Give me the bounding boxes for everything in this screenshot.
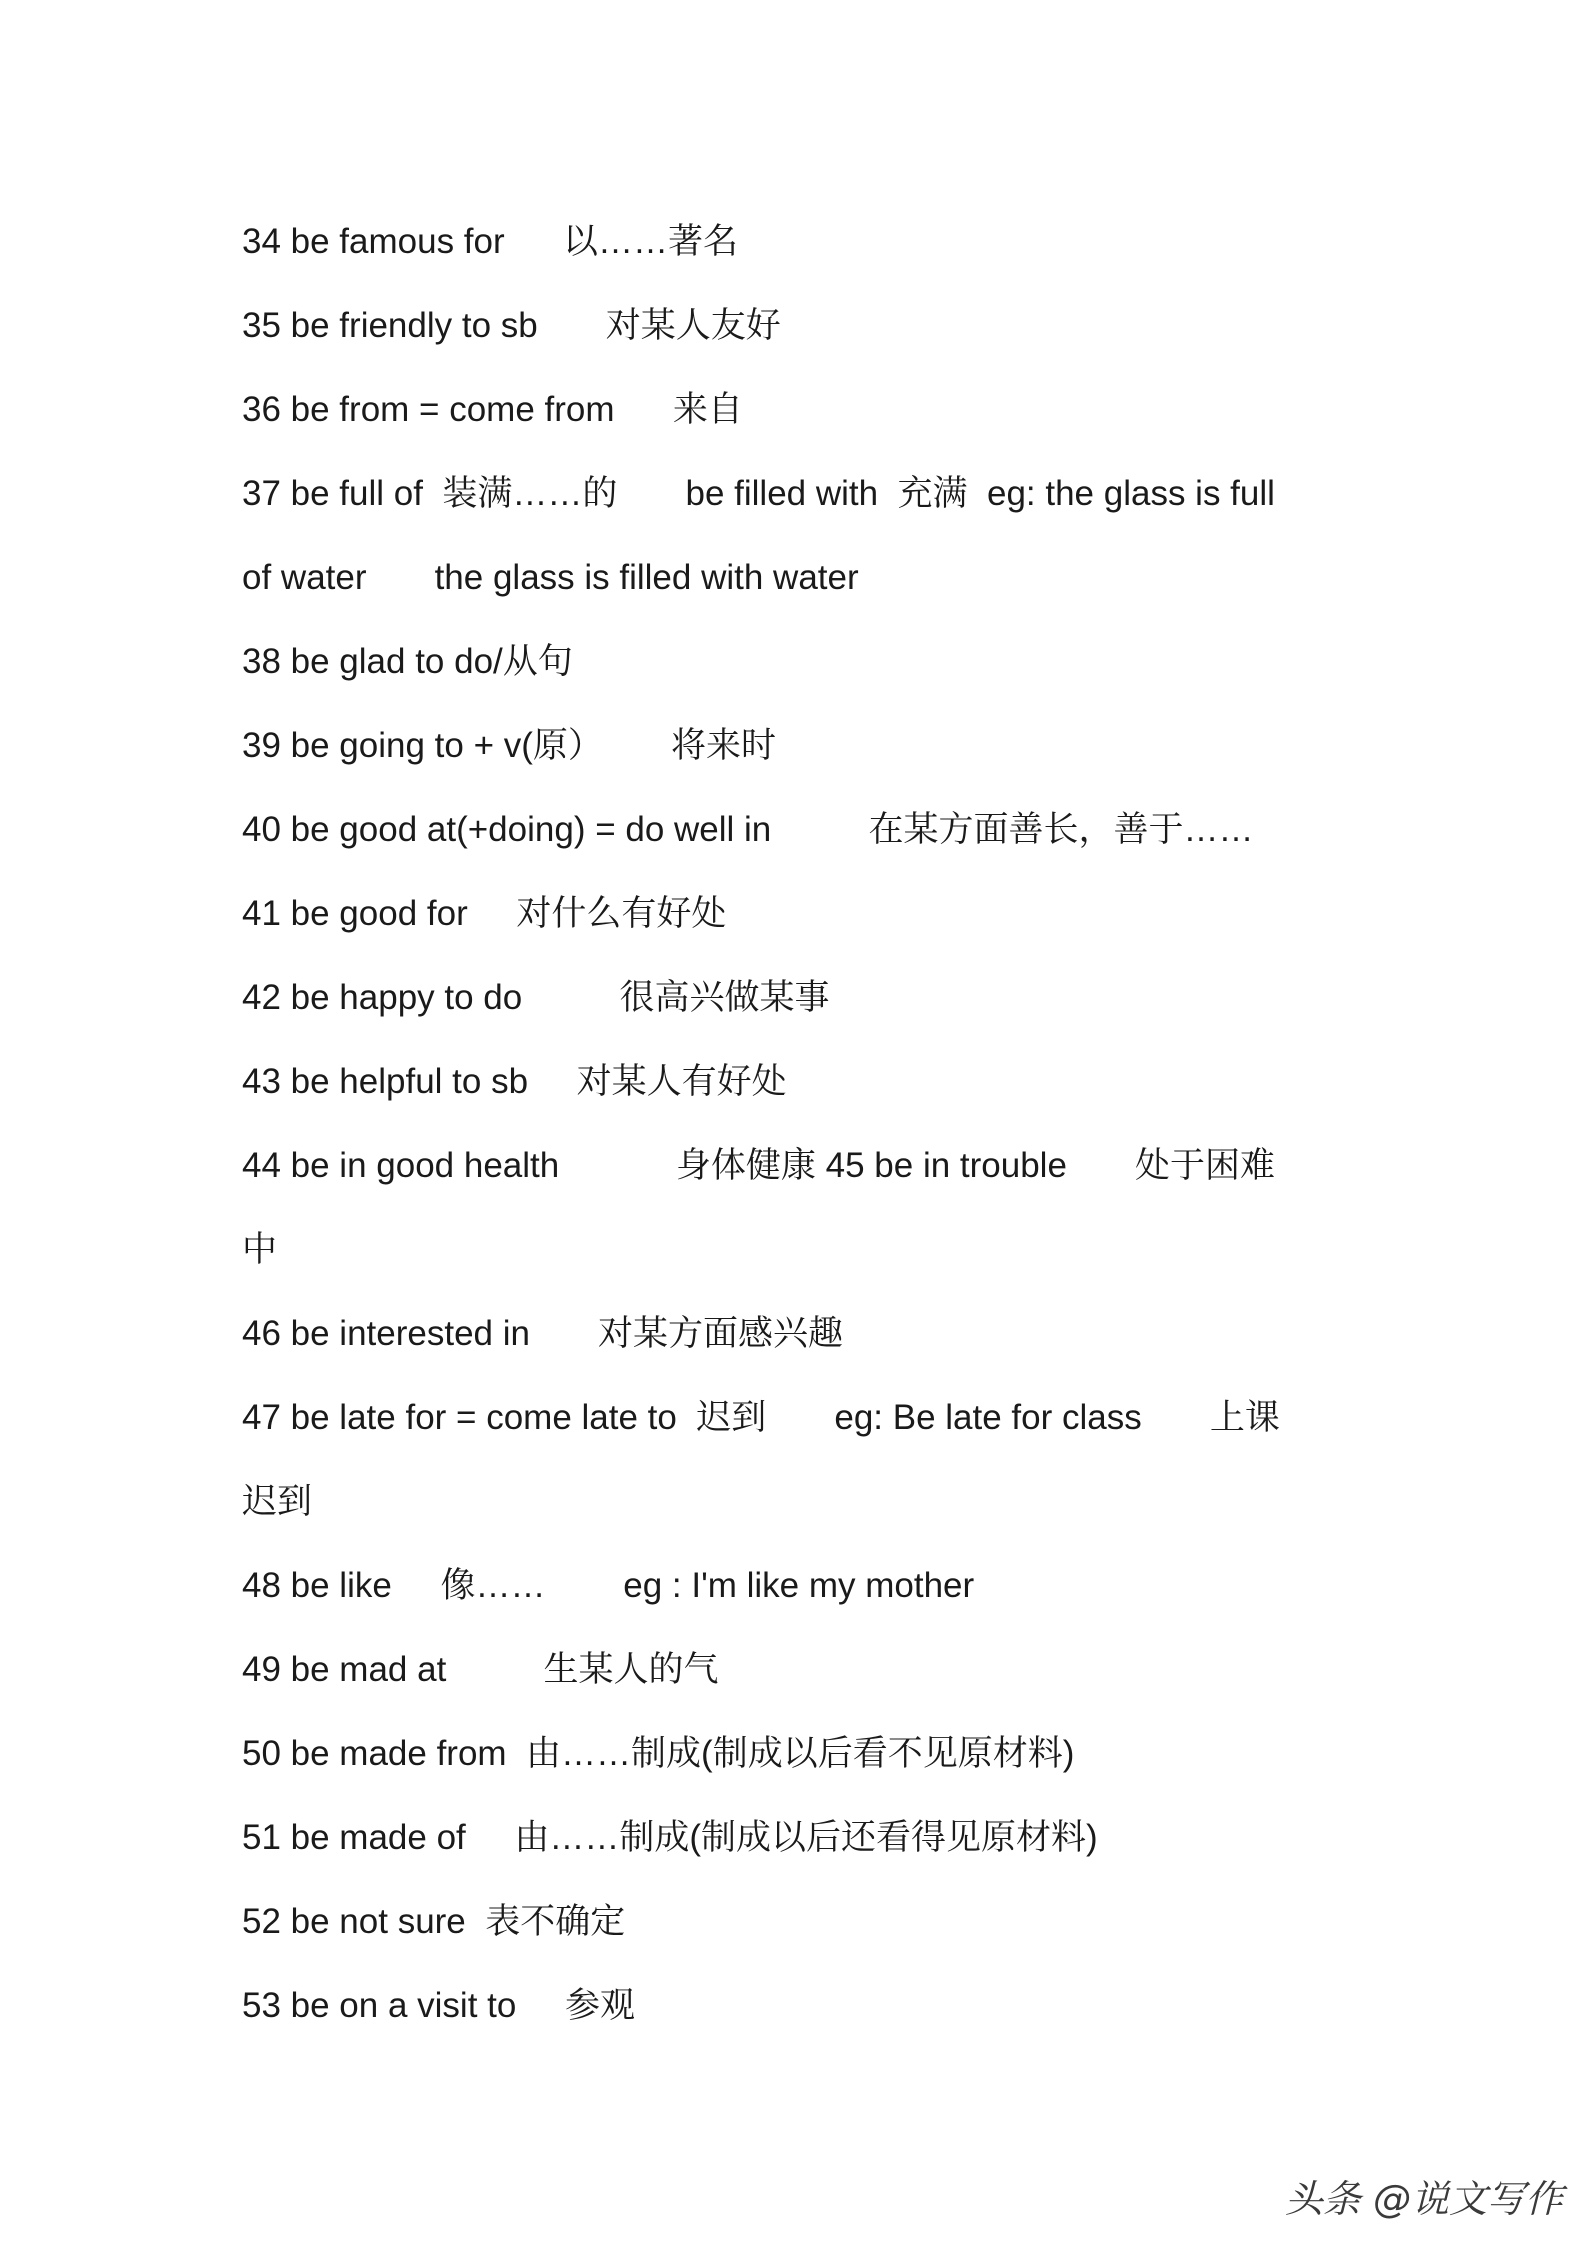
text-line: 41 be good for 对什么有好处 <box>242 894 727 933</box>
text-line: 35 be friendly to sb 对某人友好 <box>242 306 781 345</box>
text-line: 34 be famous for 以……著名 <box>242 222 738 261</box>
text-line: 50 be made from 由……制成(制成以后看不见原材料) <box>242 1734 1075 1773</box>
text-line: 39 be going to + v(原） 将来时 <box>242 726 776 765</box>
text-line: 48 be like 像…… eg : I'm like my mother <box>242 1566 975 1605</box>
text-line: 52 be not sure 表不确定 <box>242 1902 626 1941</box>
phrase-list <box>242 200 1362 2048</box>
text-line: 46 be interested in 对某方面感兴趣 <box>242 1314 844 1353</box>
text-line: 42 be happy to do 很高兴做某事 <box>242 978 830 1017</box>
text-line: 47 be late for = come late to 迟到 eg: Be late for class 上课 <box>242 1398 1280 1437</box>
text-line: 37 be full of 装满……的 be filled with 充满 eg: the glass is full <box>242 474 1275 513</box>
text-line: 51 be made of 由……制成(制成以后还看得见原材料) <box>242 1818 1098 1857</box>
text-line: 中 <box>242 1230 278 1269</box>
text-line: of water the glass is filled with water <box>242 558 859 597</box>
watermark: 头条 @说文写作 <box>1284 2177 1563 2221</box>
text-line: 38 be glad to do/从句 <box>242 642 573 681</box>
text-line: 43 be helpful to sb 对某人有好处 <box>242 1062 787 1101</box>
text-line: 44 be in good health 身体健康 45 be in trouble 处于困难 <box>242 1146 1275 1185</box>
text-line: 36 be from = come from 来自 <box>242 390 743 429</box>
text-line: 53 be on a visit to 参观 <box>242 1986 635 2025</box>
text-line: 49 be mad at 生某人的气 <box>242 1650 719 1689</box>
text-line: 40 be good at(+doing) = do well in 在某方面善长，善于…… <box>242 810 1254 849</box>
text-line: 迟到 <box>242 1482 313 1521</box>
